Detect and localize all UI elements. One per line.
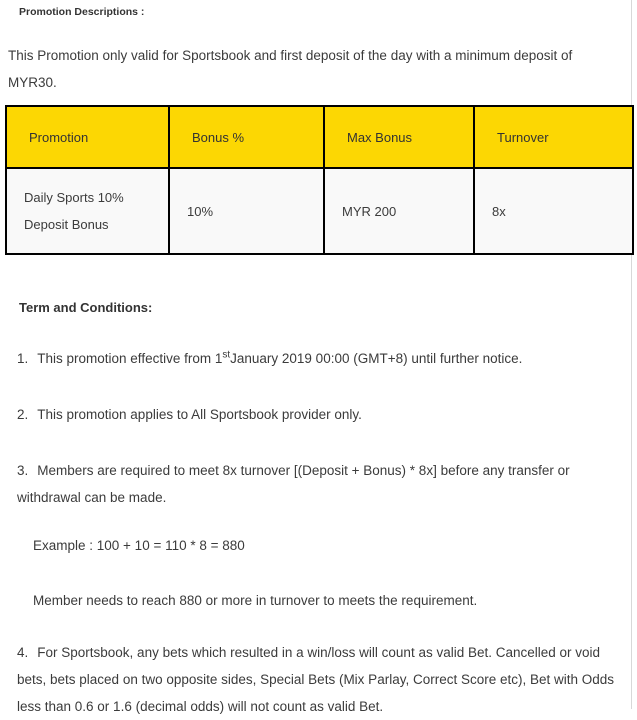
cell-max-bonus: MYR 200 <box>324 168 474 254</box>
term-item-1-number: 1. <box>17 351 29 366</box>
promotion-table-header-row <box>6 106 633 168</box>
term-item-3-number: 3. <box>17 463 29 478</box>
cell-bonus-percent: 10% <box>169 168 324 254</box>
term-item-2 <box>17 401 629 428</box>
term-item-2-number: 2. <box>17 407 29 422</box>
column-header-promotion: Promotion <box>6 106 169 168</box>
term-item-3-note: Member needs to reach 880 or more in turnover to meets the requirement. <box>33 593 478 608</box>
page-title: Promotion Descriptions : <box>19 6 145 18</box>
term-item-1-text-continued: January 2019 00:00 (GMT+8) until further notice. <box>230 351 523 366</box>
column-header-bonus-percent: Bonus % <box>169 106 324 168</box>
term-item-3-text: Members are required to meet 8x turnover [(Deposit + Bonus) * 8x] before any transfer or withdrawal can be made. <box>17 463 570 505</box>
term-item-3 <box>17 457 629 511</box>
column-header-max-bonus: Max Bonus <box>324 106 474 168</box>
term-item-1-superscript: st <box>222 349 231 361</box>
term-item-4-text: For Sportsbook, any bets which resulted in a win/loss will count as valid Bet. Cancelled or void bets, bets placed on two opposite sides, Special Bets (Mix Parlay, Correct Score etc), Bet with Odds less than 0.6 or 1.6 (decimal odds) will not count as valid Bet. <box>17 645 615 714</box>
promotion-intro-text: This Promotion only valid for Sportsbook and first deposit of the day with a minimum deposit of MYR30. <box>8 48 573 90</box>
promotion-table <box>5 105 634 255</box>
term-item-4 <box>17 639 629 720</box>
cell-turnover: 8x <box>474 168 633 254</box>
term-item-1-text: This promotion effective from 1 <box>37 351 223 366</box>
terms-heading: Term and Conditions: <box>19 300 153 315</box>
cell-promotion-name: Daily Sports 10% Deposit Bonus <box>6 168 169 254</box>
term-item-1 <box>17 345 629 372</box>
term-item-3-example: Example : 100 + 10 = 110 * 8 = 880 <box>33 538 245 553</box>
term-item-2-text: This promotion applies to All Sportsbook provider only. <box>37 407 362 422</box>
term-item-4-number: 4. <box>17 645 29 660</box>
column-header-turnover: Turnover <box>474 106 633 168</box>
table-row <box>6 168 633 254</box>
